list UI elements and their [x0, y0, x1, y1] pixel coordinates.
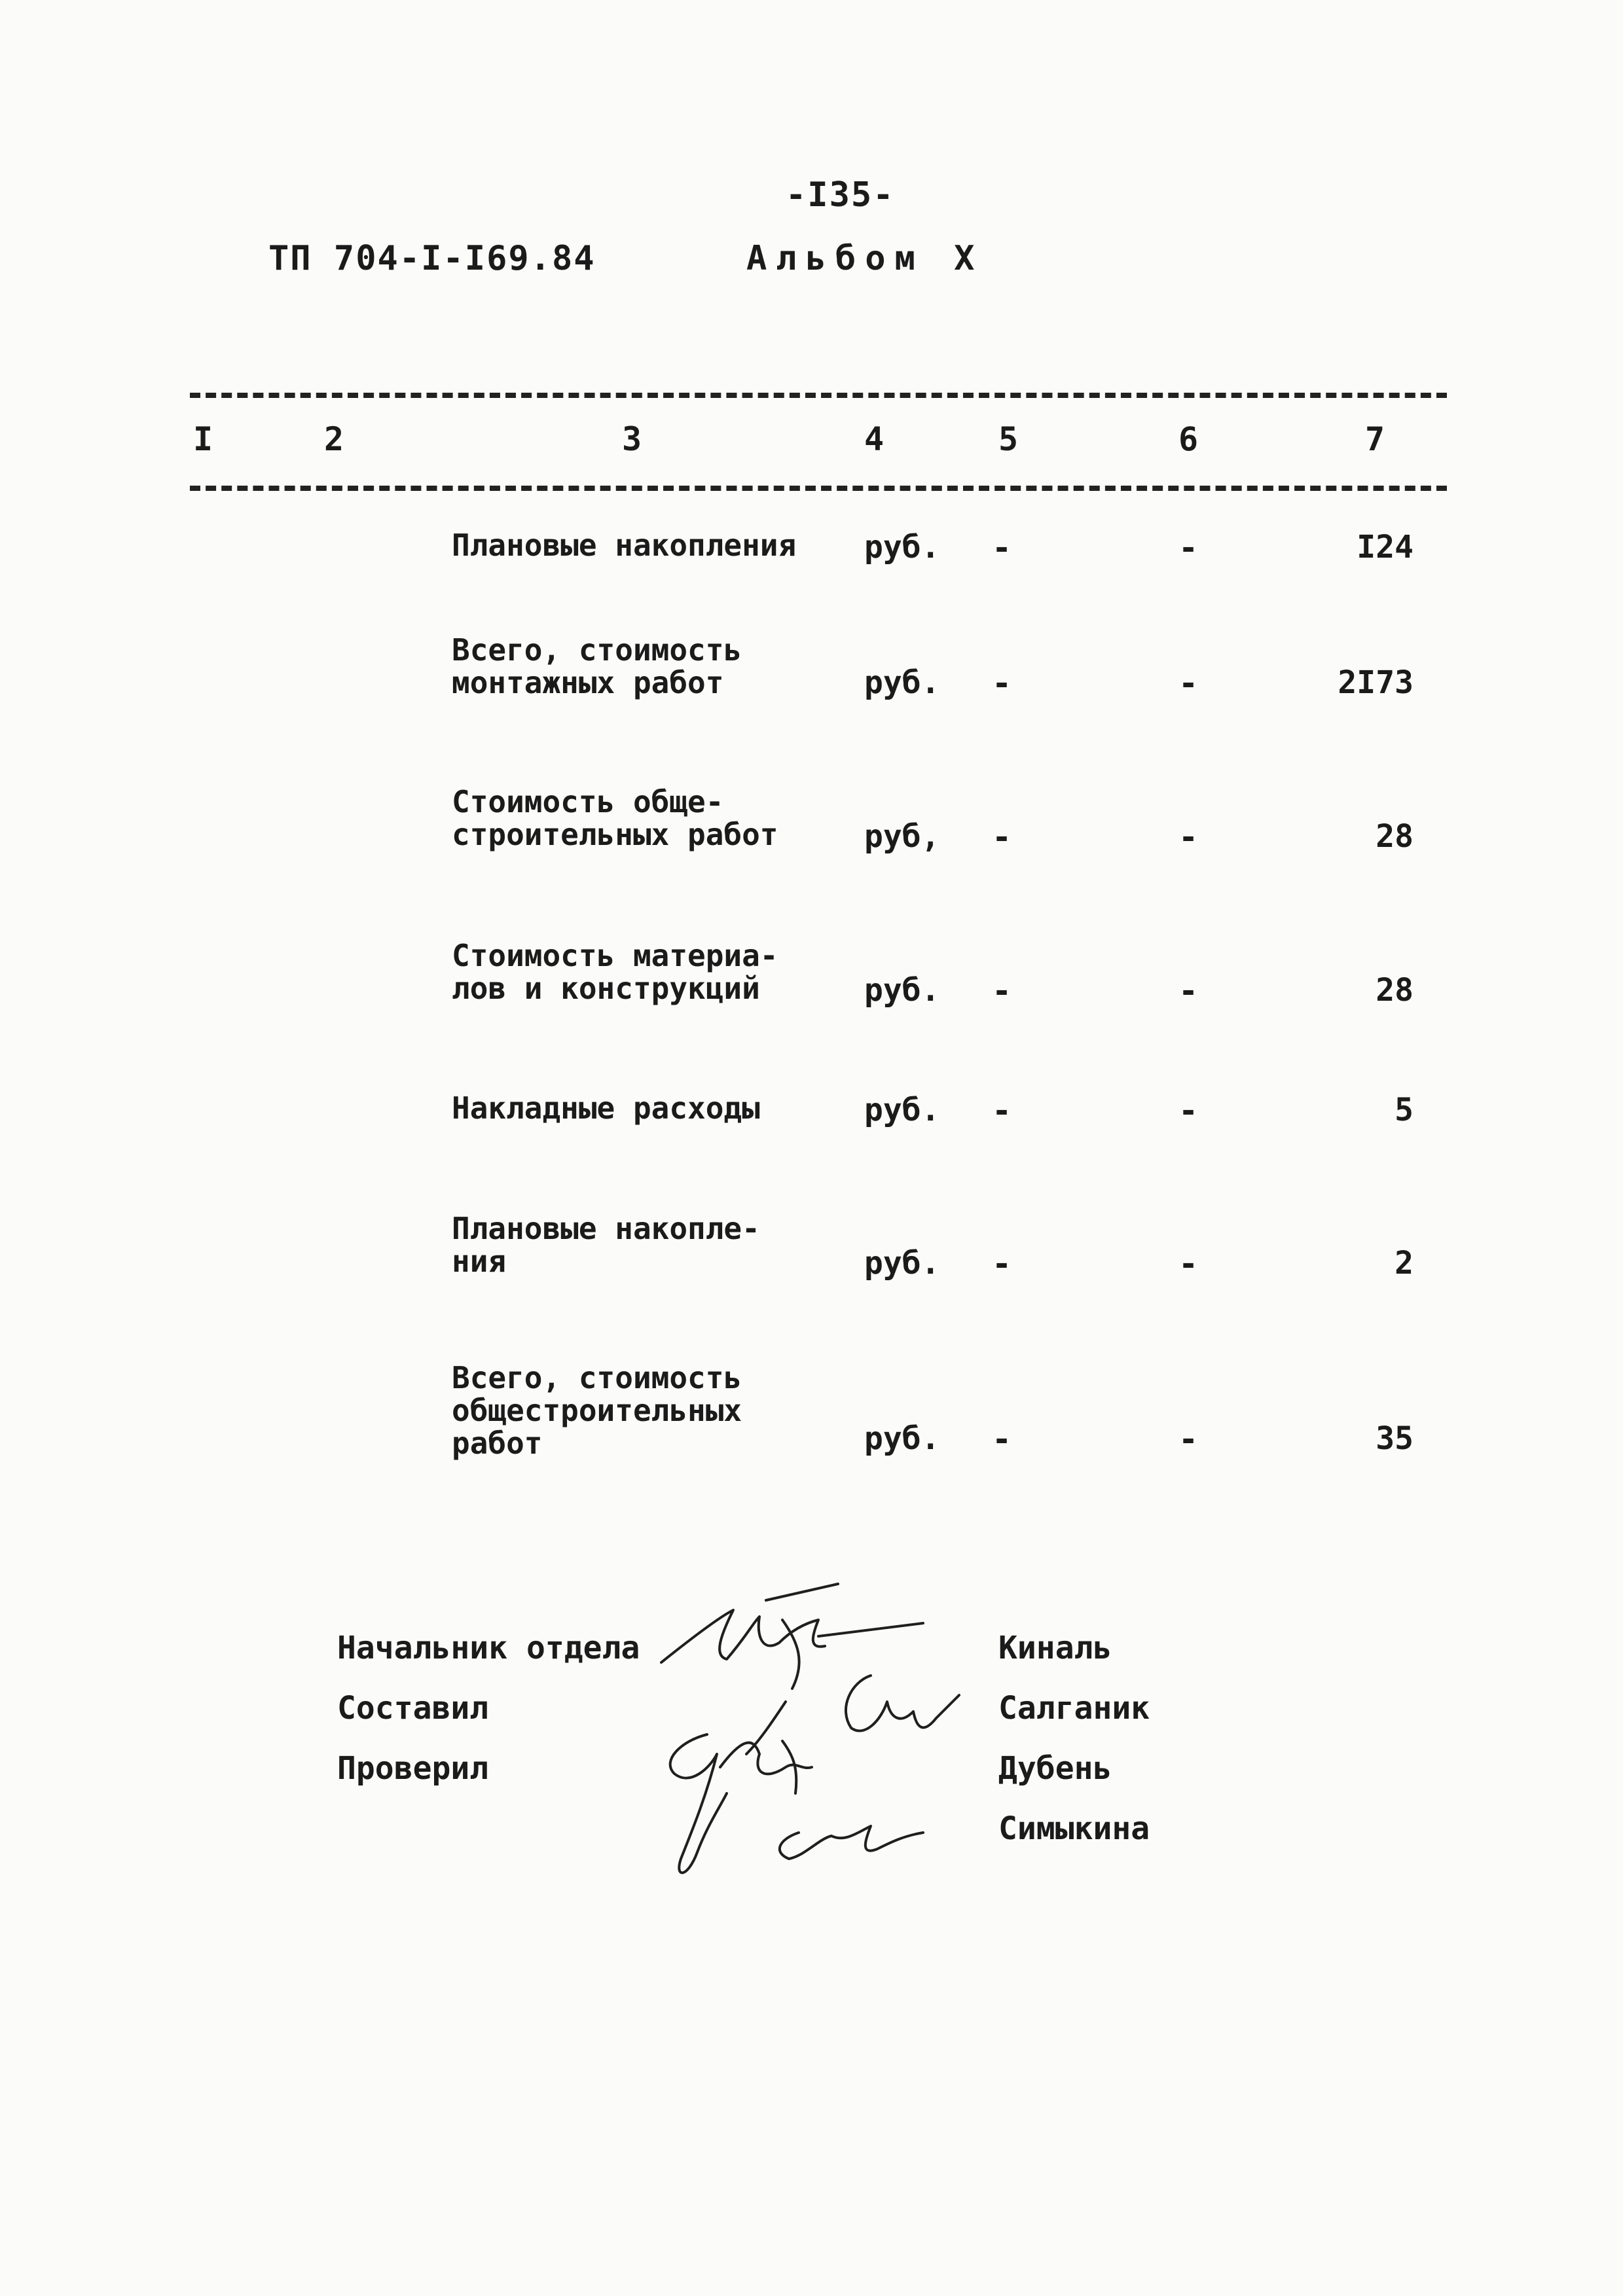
- row-name: Всего, стоимость общестроительных работ: [452, 1360, 742, 1461]
- row-col5: -: [992, 972, 1012, 1010]
- role-head-of-department: Начальник отдела: [337, 1630, 640, 1666]
- row-col6: -: [1178, 972, 1199, 1010]
- row-unit: руб.: [864, 529, 940, 565]
- row-col6: -: [1178, 1092, 1199, 1130]
- signer-name-2: Салганик: [998, 1690, 1150, 1727]
- row-col5: -: [992, 664, 1012, 702]
- signer-name-4: Симыкина: [998, 1810, 1150, 1847]
- row-col6: -: [1178, 818, 1199, 856]
- row-value: 28: [1376, 818, 1413, 855]
- album-label: Альбом Х: [746, 239, 984, 278]
- row-name: Стоимость материа- лов и конструкций: [452, 938, 778, 1006]
- row-name: Плановые накопле- ния: [452, 1211, 760, 1279]
- row-col5: -: [992, 818, 1012, 856]
- role-compiled-by: Составил: [337, 1690, 489, 1727]
- row-unit: руб.: [864, 1245, 940, 1282]
- row-name: Плановые накопления: [452, 528, 797, 563]
- row-col5: -: [992, 529, 1012, 567]
- row-value: 2I73: [1338, 664, 1413, 701]
- column-header-3: 3: [622, 420, 642, 458]
- row-col6: -: [1178, 529, 1199, 567]
- row-value: 2: [1395, 1245, 1413, 1282]
- row-unit: руб.: [864, 1092, 940, 1128]
- row-col6: -: [1178, 664, 1199, 702]
- row-col6: -: [1178, 1245, 1199, 1283]
- column-header-7: 7: [1365, 420, 1385, 458]
- row-unit: руб,: [864, 818, 940, 855]
- row-col5: -: [992, 1420, 1012, 1458]
- row-name: Стоимость обще- строительных работ: [452, 784, 778, 852]
- signer-name-3: Дубень: [998, 1750, 1112, 1787]
- page-number: -I35-: [786, 175, 895, 215]
- row-unit: руб.: [864, 664, 940, 701]
- row-name: Накладные расходы: [452, 1090, 760, 1126]
- row-value: 5: [1395, 1092, 1413, 1128]
- row-value: I24: [1357, 529, 1413, 565]
- row-col5: -: [992, 1245, 1012, 1283]
- role-checked-by: Проверил: [337, 1750, 489, 1787]
- row-name: Всего, стоимость монтажных работ: [452, 632, 742, 700]
- row-unit: руб.: [864, 972, 940, 1009]
- column-header-1: I: [193, 420, 213, 458]
- row-unit: руб.: [864, 1420, 940, 1457]
- row-value: 28: [1376, 972, 1413, 1009]
- column-header-2: 2: [324, 420, 344, 458]
- signer-name-1: Киналь: [998, 1630, 1112, 1666]
- row-col5: -: [992, 1092, 1012, 1130]
- column-header-4: 4: [864, 420, 884, 458]
- row-value: 35: [1376, 1420, 1413, 1457]
- column-header-6: 6: [1178, 420, 1199, 458]
- document-code: ТП 704-I-I69.84: [268, 239, 596, 278]
- row-col6: -: [1178, 1420, 1199, 1458]
- column-header-5: 5: [998, 420, 1019, 458]
